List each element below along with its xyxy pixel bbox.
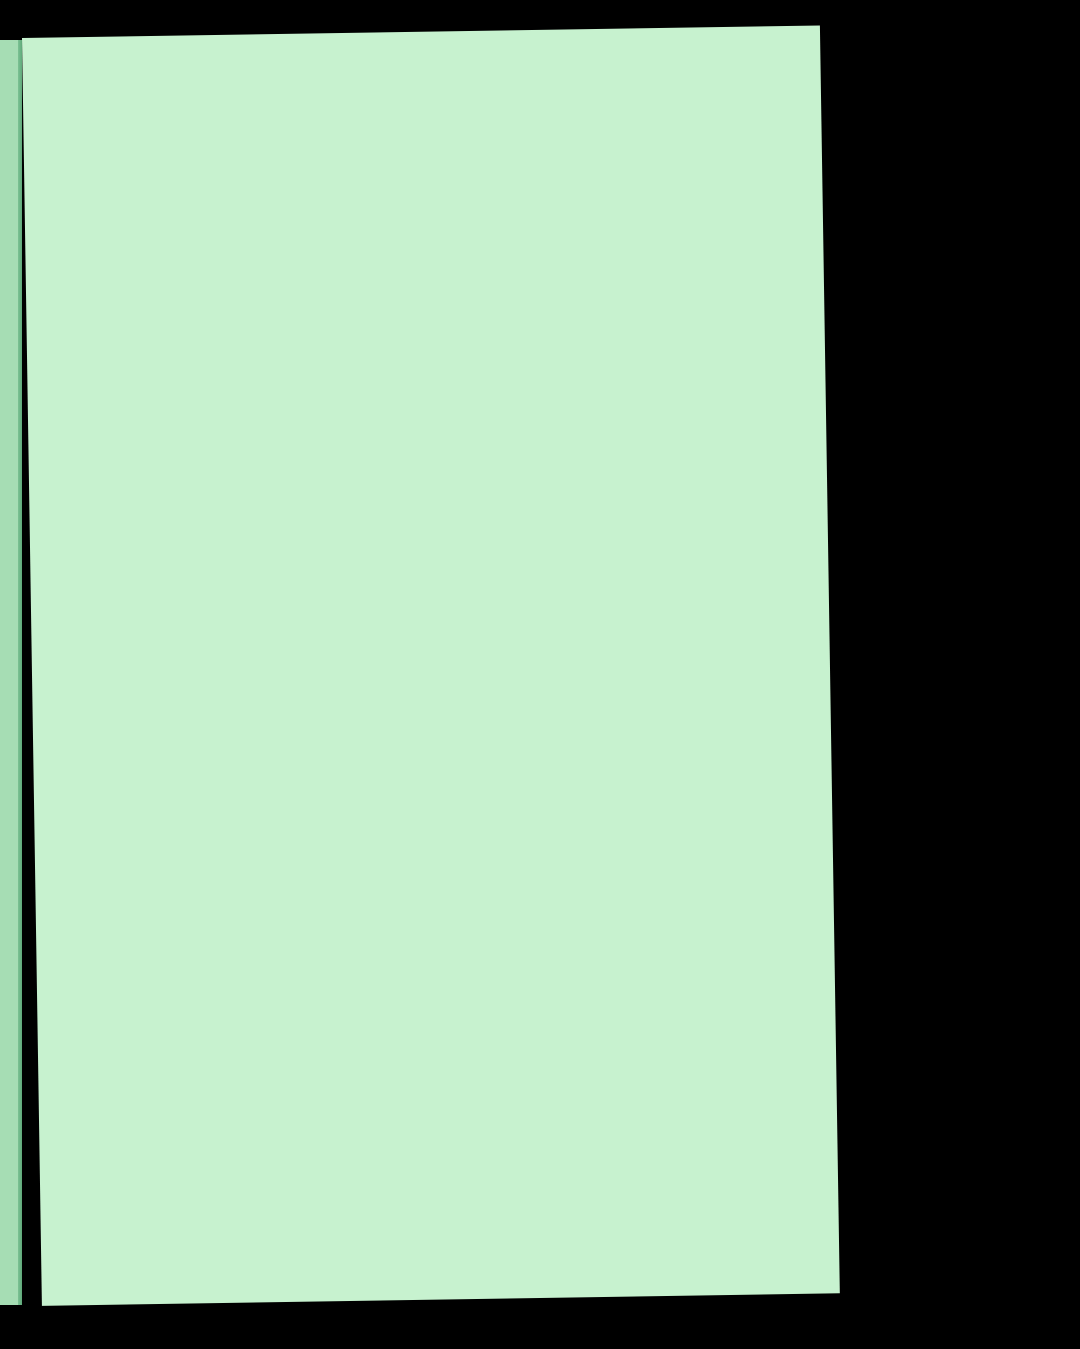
bottom-net-pattern <box>53 1111 854 1290</box>
previous-page-edge <box>0 40 22 1305</box>
title-letter <box>791 481 831 482</box>
keffiyeh-net-graphic <box>53 1112 792 1290</box>
title-letter <box>789 349 829 350</box>
article-body <box>32 146 763 191</box>
title-letter <box>797 877 837 878</box>
paragraph-2 <box>32 180 763 191</box>
book-page <box>22 25 840 1305</box>
title-letter <box>785 85 825 86</box>
title-letter <box>793 613 833 614</box>
title-letter <box>799 1009 839 1010</box>
top-fishnet-pattern <box>22 55 821 154</box>
zigzag-pattern-graphic <box>22 56 763 154</box>
title-letter <box>804 1273 844 1274</box>
title-letter <box>795 745 835 746</box>
title-letter <box>787 217 827 218</box>
title-letter <box>801 1141 841 1142</box>
